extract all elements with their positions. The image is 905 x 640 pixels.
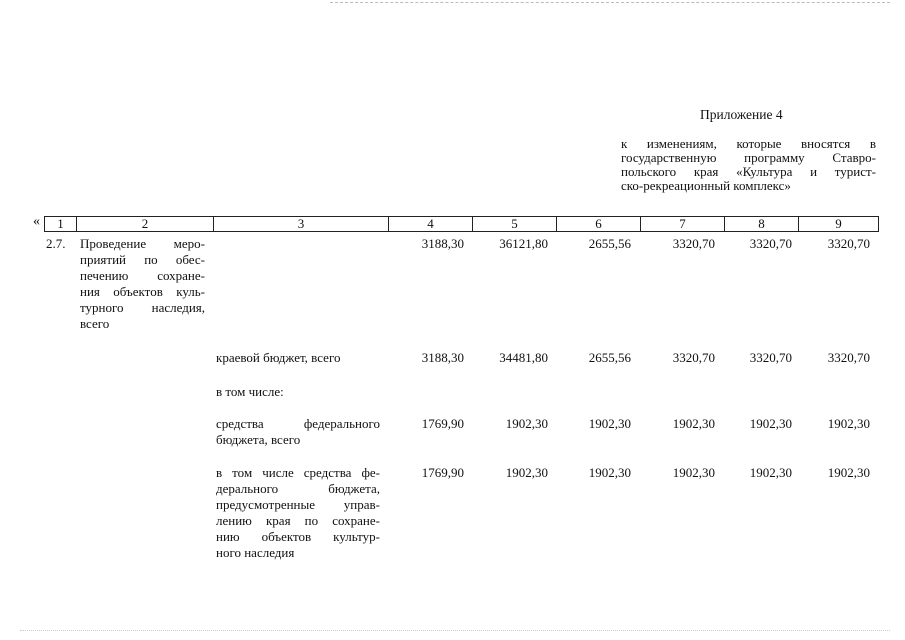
value-cell: 36121,80	[499, 236, 548, 251]
row-number: 2.7.	[46, 236, 66, 251]
row-name	[80, 236, 205, 332]
row-name-line: Проведение меро-	[80, 236, 205, 251]
appendix-desc-line: к изменениям, которые вносятся в	[621, 136, 876, 151]
header-cell: 2	[76, 217, 213, 231]
value-cell: 1902,30	[505, 465, 548, 480]
value-cell: 1902,30	[672, 416, 715, 431]
row-name-line: турного наследия,	[80, 300, 205, 315]
value-cell: 3188,30	[421, 236, 464, 251]
value-cell: 3320,70	[672, 350, 715, 365]
value-cell: 3188,30	[421, 350, 464, 365]
value-cell: 34481,80	[499, 350, 548, 365]
value-cell: 3320,70	[827, 350, 870, 365]
value-cell: 1902,30	[505, 416, 548, 431]
source-label-line: ного наследия	[216, 545, 295, 560]
value-cell: 3320,70	[672, 236, 715, 251]
value-cell: 1902,30	[672, 465, 715, 480]
header-cell: 4	[388, 217, 472, 231]
source-label-line: лению края по сохране-	[216, 513, 380, 528]
value-cell: 2655,56	[588, 350, 631, 365]
source-label-line: предусмотренные управ-	[216, 497, 380, 512]
header-cell: 9	[798, 217, 878, 231]
source-label	[216, 465, 380, 561]
appendix-desc-line: ско-рекреационный комплекс»	[621, 178, 791, 193]
value-cell: 3320,70	[749, 350, 792, 365]
header-cell: 6	[556, 217, 640, 231]
header-cell: 3	[213, 217, 388, 231]
appendix-desc-line: государственную программу Ставро-	[621, 150, 876, 165]
source-label: краевой бюджет, всего	[216, 350, 341, 365]
row-name-line: ния объектов куль-	[80, 284, 205, 299]
header-cell: 1	[57, 216, 64, 231]
header-cell: 8	[724, 217, 798, 231]
source-label-line: бюджета, всего	[216, 432, 301, 447]
value-cell: 2655,56	[588, 236, 631, 251]
table-header-row	[44, 216, 879, 232]
value-cell: 3320,70	[749, 236, 792, 251]
value-cell: 1769,90	[421, 465, 464, 480]
value-cell: 1902,30	[827, 465, 870, 480]
row-name-line: печению сохране-	[80, 268, 205, 283]
source-label-line: средства федерального	[216, 416, 380, 431]
source-label: в том числе:	[216, 384, 284, 399]
value-cell: 3320,70	[827, 236, 870, 251]
scan-top-artifact	[330, 2, 890, 4]
appendix-desc-line: польского края «Культура и турист-	[621, 164, 876, 179]
header-cell: 7	[640, 217, 724, 231]
appendix-description	[621, 137, 876, 193]
value-cell: 1902,30	[588, 416, 631, 431]
row-name-line: всего	[80, 316, 110, 331]
value-cell: 1902,30	[588, 465, 631, 480]
value-cell: 1902,30	[749, 465, 792, 480]
source-label-line: нию объектов культур-	[216, 529, 380, 544]
value-cell: 1902,30	[749, 416, 792, 431]
appendix-title: Приложение 4	[700, 107, 783, 122]
source-label-line: дерального бюджета,	[216, 481, 380, 496]
source-label-line: в том числе средства фе-	[216, 465, 380, 480]
row-name-line: приятий по обес-	[80, 252, 205, 267]
header-cell: 5	[472, 217, 556, 231]
opening-quote: «	[33, 214, 40, 229]
value-cell: 1902,30	[827, 416, 870, 431]
source-label	[216, 416, 380, 448]
scan-bottom-artifact	[20, 630, 890, 632]
value-cell: 1769,90	[421, 416, 464, 431]
